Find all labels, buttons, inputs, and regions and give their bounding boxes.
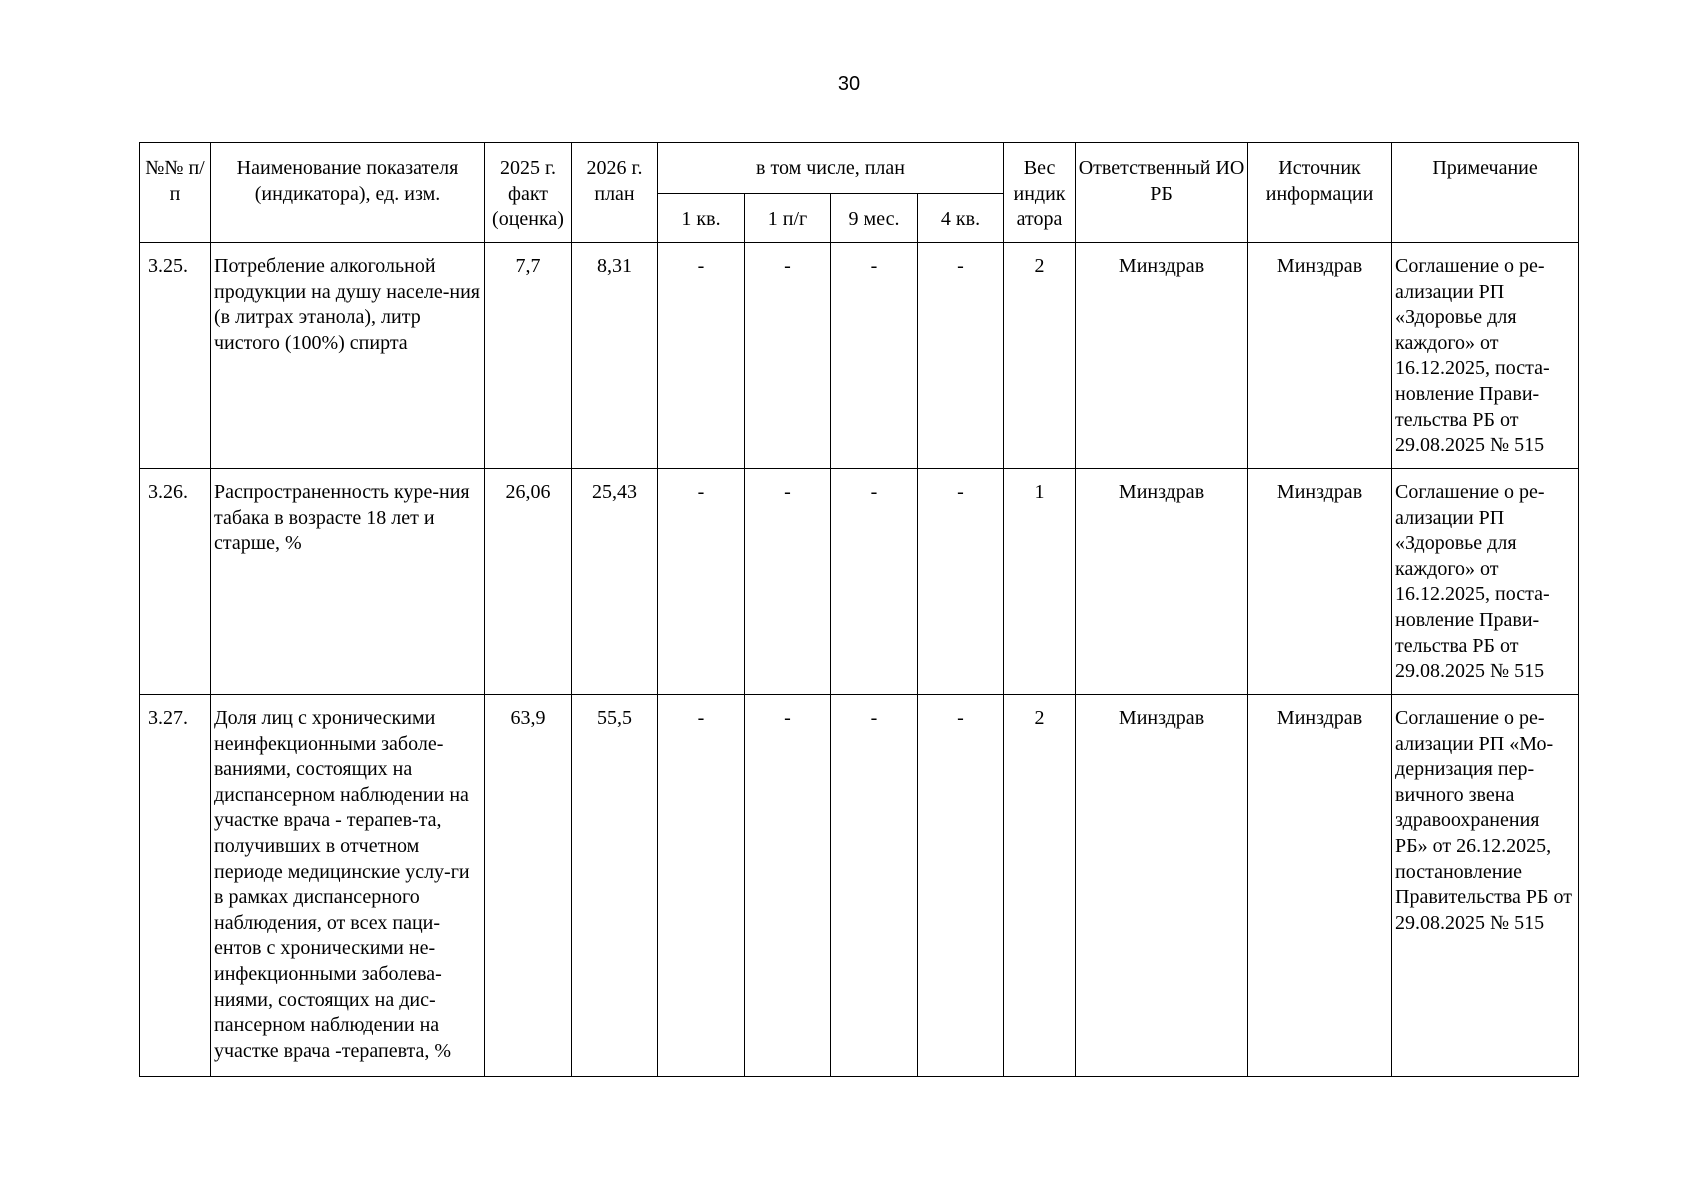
cell-num: 3.25. [140, 243, 211, 469]
cell-weight: 2 [1004, 243, 1076, 469]
cell-responsible: Минздрав [1076, 695, 1248, 1077]
cell-9m: - [831, 695, 918, 1077]
cell-9m: - [831, 469, 918, 695]
header-source: Источник информации [1248, 143, 1392, 243]
cell-q1: - [658, 695, 745, 1077]
cell-name: Потребление алкогольной продукции на душу населе-ния (в литрах этанола), литр чистого (100%) спирта [211, 243, 485, 469]
cell-q4: - [918, 469, 1004, 695]
table-row [140, 469, 1579, 695]
table-row [140, 695, 1579, 1077]
header-q1: 1 кв. [658, 194, 745, 243]
cell-source: Минздрав [1248, 695, 1392, 1077]
cell-source: Минздрав [1248, 469, 1392, 695]
indicators-table [139, 142, 1579, 1077]
cell-responsible: Минздрав [1076, 469, 1248, 695]
cell-weight: 1 [1004, 469, 1076, 695]
cell-responsible: Минздрав [1076, 243, 1248, 469]
header-weight: Вес индик атора [1004, 143, 1076, 243]
cell-source: Минздрав [1248, 243, 1392, 469]
cell-h1: - [745, 469, 831, 695]
cell-note: Соглашение о ре-ализации РП «Здоровье для каждого» от 16.12.2025, поста-новление Прави-тельства РБ от 29.08.2025 № 515 [1392, 243, 1579, 469]
header-9m: 9 мес. [831, 194, 918, 243]
cell-name: Доля лиц с хроническими неинфекционными заболе-ваниями, состоящих на диспансерном наблюдении на участке врача - терапев-та, получивших в отчетном периоде медицинские услу-ги в рамках диспансерного наблюдения, от всех паци-ентов с хроническими не-инфекционными заболева-ниями, состоящих на дис-пансерном наблюдении на участке врача -терапевта, % [211, 695, 485, 1077]
cell-weight: 2 [1004, 695, 1076, 1077]
cell-q4: - [918, 243, 1004, 469]
header-responsible: Ответственный ИО РБ [1076, 143, 1248, 243]
cell-num: 3.27. [140, 695, 211, 1077]
cell-h1: - [745, 243, 831, 469]
cell-fact-2025: 7,7 [485, 243, 572, 469]
page-number: 30 [837, 73, 861, 95]
cell-9m: - [831, 243, 918, 469]
cell-q4: - [918, 695, 1004, 1077]
header-q4: 4 кв. [918, 194, 1004, 243]
table-header [140, 143, 1579, 243]
header-h1: 1 п/г [745, 194, 831, 243]
header-including-plan: в том числе, план [658, 143, 1004, 194]
cell-name: Распространенность куре-ния табака в возрасте 18 лет и старше, % [211, 469, 485, 695]
cell-num: 3.26. [140, 469, 211, 695]
header-num: №№ п/п [140, 143, 211, 243]
cell-plan-2026: 55,5 [572, 695, 658, 1077]
header-name: Наименование показателя (индикатора), ед. изм. [211, 143, 485, 243]
cell-fact-2025: 63,9 [485, 695, 572, 1077]
header-plan-2026: 2026 г. план [572, 143, 658, 243]
table-body [140, 243, 1579, 1077]
cell-fact-2025: 26,06 [485, 469, 572, 695]
cell-q1: - [658, 469, 745, 695]
cell-q1: - [658, 243, 745, 469]
cell-plan-2026: 25,43 [572, 469, 658, 695]
header-fact-2025: 2025 г. факт (оценка) [485, 143, 572, 243]
table-row [140, 243, 1579, 469]
cell-note: Соглашение о ре-ализации РП «Мо-дернизация пер-вичного звена здравоохранения РБ» от 26.12.2025, постановление Правительства РБ от 29.08.2025 № 515 [1392, 695, 1579, 1077]
header-note: Примечание [1392, 143, 1579, 243]
cell-plan-2026: 8,31 [572, 243, 658, 469]
cell-h1: - [745, 695, 831, 1077]
cell-note: Соглашение о ре-ализации РП «Здоровье для каждого» от 16.12.2025, поста-новление Прави-тельства РБ от 29.08.2025 № 515 [1392, 469, 1579, 695]
